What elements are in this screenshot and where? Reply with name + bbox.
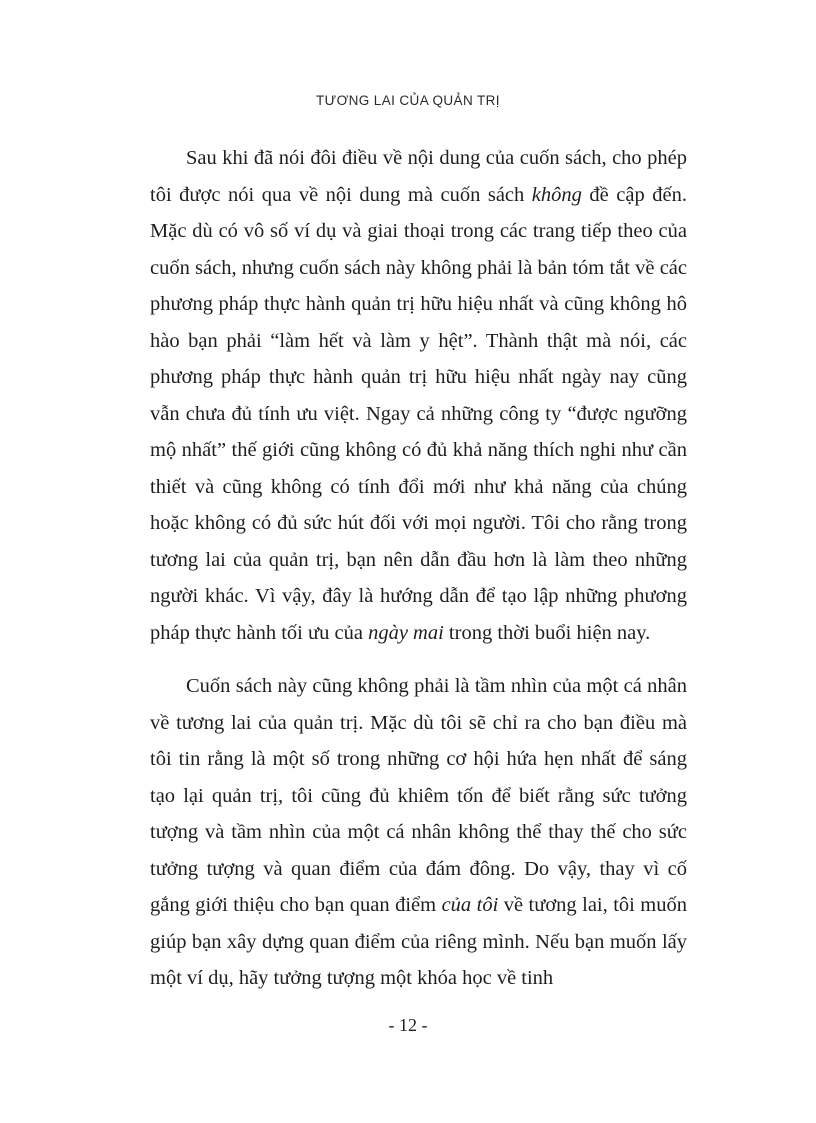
paragraph-1-emphasis-khong: không [531, 183, 582, 206]
paragraph-2-text-b: về tương lai, tôi muốn giúp bạn xây dựng quan điểm của riêng mình. Nếu bạn muốn lấy một ví dụ, hãy tưởng tượng một khóa học về tinh [150, 894, 687, 989]
paragraph-2-text-a: Cuốn sách này cũng không phải là tầm nhìn của một cá nhân về tương lai của quản trị. Mặc dù tôi sẽ chỉ ra cho bạn điều mà tôi tin rằng là một số trong những cơ hội hứa hẹn nhất để sáng tạo lại quản trị, tôi cũng đủ khiêm tốn để biết rằng sức tưởng tượng và tầm nhìn của một cá nhân không thể thay thế cho sức tưởng tượng và quan điểm của đám đông. Do vậy, thay vì cố gắng giới thiệu cho bạn quan điểm [150, 675, 687, 916]
paragraph-1-emphasis-ngay-mai: ngày mai [368, 621, 444, 644]
paragraph-1-text-c: trong thời buổi hiện nay. [443, 621, 651, 644]
paragraph-1 [150, 140, 687, 651]
paragraph-1-text-b: đề cập đến. Mặc dù có vô số ví dụ và giai thoại trong các trang tiếp theo của cuốn sách, nhưng cuốn sách này không phải là bản tóm tắt về các phương pháp thực hành quản trị hữu hiệu nhất và cũng không hô hào bạn phải “làm hết và làm y hệt”. Thành thật mà nói, các phương pháp thực hành quản trị hữu hiệu nhất ngày nay cũng vẫn chưa đủ tính ưu việt. Ngay cả những công ty “được ngưỡng mộ nhất” thế giới cũng không có đủ khả năng thích nghi như cần thiết và cũng không có tính đổi mới như khả năng của chúng hoặc không có đủ sức hút đối với mọi người. Tôi cho rằng trong tương lai của quản trị, bạn nên dẫn đầu hơn là làm theo những người khác. Vì vậy, đây là hướng dẫn để tạo lập những phương pháp thực hành tối ưu của [150, 183, 687, 644]
paragraph-1-text-a: Sau khi đã nói đôi điều về nội dung của cuốn sách, cho phép tôi được nói qua về nội dung mà cuốn sách [150, 147, 687, 206]
paragraph-2-emphasis-cua-toi: của tôi [441, 894, 499, 916]
body-text [150, 140, 687, 997]
paragraph-2 [150, 668, 687, 997]
running-header: TƯƠNG LAI CỦA QUẢN TRỊ [316, 93, 500, 108]
page-number: - 12 - [388, 1015, 428, 1035]
